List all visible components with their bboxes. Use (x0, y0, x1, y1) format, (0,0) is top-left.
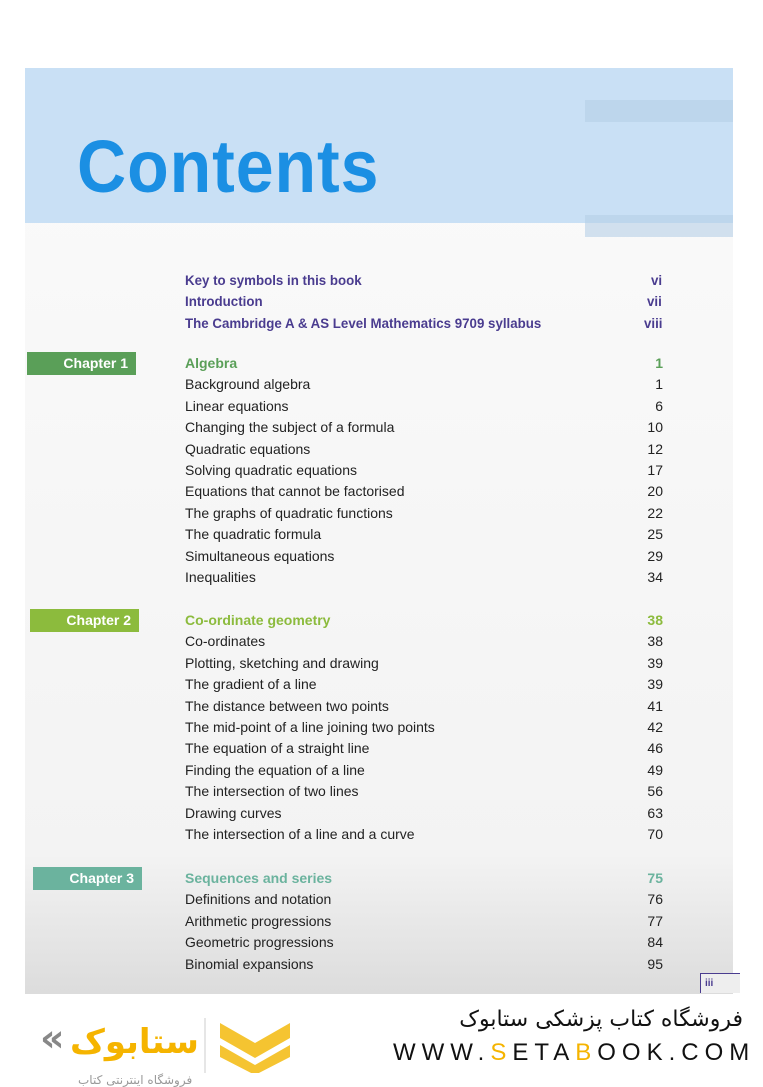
entry-page: 20 (647, 483, 663, 500)
entry-title: The intersection of two lines (185, 783, 359, 800)
entry-title: The quadratic formula (185, 526, 322, 543)
chapter-heading[interactable] (185, 353, 663, 374)
entry-title: Definitions and notation (185, 891, 332, 908)
bleed-strip (585, 215, 733, 237)
entry-title: Solving quadratic equations (185, 462, 358, 478)
logo-text: ستابوک (70, 1022, 199, 1062)
entry-page: 84 (647, 934, 663, 951)
entry-page: 42 (647, 719, 663, 735)
section-entry[interactable] (185, 954, 663, 975)
entry-page: 41 (647, 697, 663, 714)
chapter-label: Chapter 1 (27, 352, 136, 375)
section-entry[interactable] (185, 417, 663, 438)
entry-page: 95 (647, 955, 663, 972)
entry-title: Sequences and series (185, 870, 333, 886)
section-entry[interactable] (185, 460, 663, 481)
section-entry[interactable] (185, 696, 663, 717)
entry-page: 39 (647, 676, 663, 693)
section-entry[interactable] (185, 503, 663, 524)
entry-page: 76 (647, 891, 663, 908)
section-entry[interactable] (185, 439, 663, 460)
entry-title: The mid-point of a line joining two points (185, 719, 435, 735)
section-entry[interactable] (185, 932, 663, 953)
page-number: iii (700, 973, 740, 993)
svg-text:«: « (40, 1016, 65, 1060)
entry-page: 75 (647, 870, 663, 886)
entry-title: Quadratic equations (185, 440, 311, 457)
store-name: فروشگاه کتاب پزشکی ستابوک (459, 1007, 743, 1032)
section-entry[interactable] (185, 374, 663, 395)
entry-page: 70 (647, 826, 663, 842)
entry-page: 49 (647, 761, 663, 778)
entry-page: 25 (647, 526, 663, 543)
logo-subtitle: فروشگاه اینترنتی کتاب (78, 1073, 193, 1087)
entry-page: 77 (647, 912, 663, 929)
section-entry[interactable] (185, 481, 663, 502)
front-matter-entry[interactable] (185, 291, 663, 312)
entry-title: Co-ordinate geometry (185, 612, 331, 628)
entry-page: 56 (647, 783, 663, 800)
entry-page: vi (651, 272, 663, 288)
entry-title: Linear equations (185, 397, 289, 414)
entry-title: Finding the equation of a line (185, 761, 365, 778)
bleed-strip (585, 100, 733, 122)
entry-page: 1 (655, 376, 663, 393)
chapter-heading[interactable] (185, 868, 663, 889)
section-entry[interactable] (185, 567, 663, 588)
entry-title: The distance between two points (185, 697, 389, 714)
entry-title: Background algebra (185, 376, 311, 393)
entry-page: viii (643, 314, 663, 331)
section-entry[interactable] (185, 524, 663, 545)
entry-title: Geometric progressions (185, 934, 334, 951)
entry-page: 12 (647, 440, 663, 457)
section-entry[interactable] (185, 717, 663, 738)
entry-page: 6 (655, 397, 663, 414)
entry-page: 63 (647, 804, 663, 821)
entry-page: 29 (647, 547, 663, 564)
section-entry[interactable] (185, 889, 663, 910)
section-entry[interactable] (185, 631, 663, 652)
entry-title: Arithmetic progressions (185, 912, 332, 929)
entry-page: 38 (647, 633, 663, 650)
entry-title: The equation of a straight line (185, 740, 370, 757)
entry-title: Algebra (185, 355, 238, 371)
entry-title: The gradient of a line (185, 676, 317, 693)
page-title: Contents (77, 125, 380, 208)
chapter-heading[interactable] (185, 610, 663, 631)
entry-title: Simultaneous equations (185, 547, 335, 564)
entry-title: Binomial expansions (185, 955, 314, 972)
entry-title: Key to symbols in this book (185, 272, 362, 288)
entry-title: The Cambridge A & AS Level Mathematics 9709 syllabus (185, 314, 542, 331)
entry-title: Co-ordinates (185, 633, 266, 650)
entry-page: 46 (647, 740, 663, 757)
section-entry[interactable] (185, 803, 663, 824)
section-entry[interactable] (185, 546, 663, 567)
section-entry[interactable] (185, 738, 663, 759)
entry-page: 10 (647, 419, 663, 436)
section-entry[interactable] (185, 781, 663, 802)
entry-title: The intersection of a line and a curve (185, 826, 415, 842)
section-entry[interactable] (185, 911, 663, 932)
entry-title: Equations that cannot be factorised (185, 483, 405, 500)
entry-page: 22 (647, 504, 663, 521)
entry-page: 17 (647, 462, 663, 478)
chapter-label: Chapter 2 (30, 609, 139, 632)
entry-page: 34 (647, 569, 663, 585)
entry-title: Inequalities (185, 569, 256, 585)
section-entry[interactable] (185, 824, 663, 845)
store-url[interactable]: WWW.SETABOOK.COM (393, 1039, 756, 1066)
section-entry[interactable] (185, 396, 663, 417)
section-entry[interactable] (185, 674, 663, 695)
front-matter-entry[interactable] (185, 313, 663, 334)
entry-page: 1 (655, 355, 663, 371)
entry-title: Introduction (185, 293, 263, 310)
entry-page: 38 (647, 612, 663, 628)
entry-page: vii (647, 293, 663, 310)
setabook-logo (40, 1013, 290, 1087)
entry-title: The graphs of quadratic functions (185, 504, 393, 521)
chapter-label: Chapter 3 (33, 867, 142, 890)
section-entry[interactable] (185, 653, 663, 674)
front-matter-entry[interactable] (185, 270, 663, 291)
entry-page: 39 (647, 654, 663, 671)
footer-banner (0, 995, 763, 1087)
section-entry[interactable] (185, 760, 663, 781)
entry-title: Plotting, sketching and drawing (185, 654, 379, 671)
entry-title: Changing the subject of a formula (185, 419, 395, 436)
entry-title: Drawing curves (185, 804, 282, 821)
